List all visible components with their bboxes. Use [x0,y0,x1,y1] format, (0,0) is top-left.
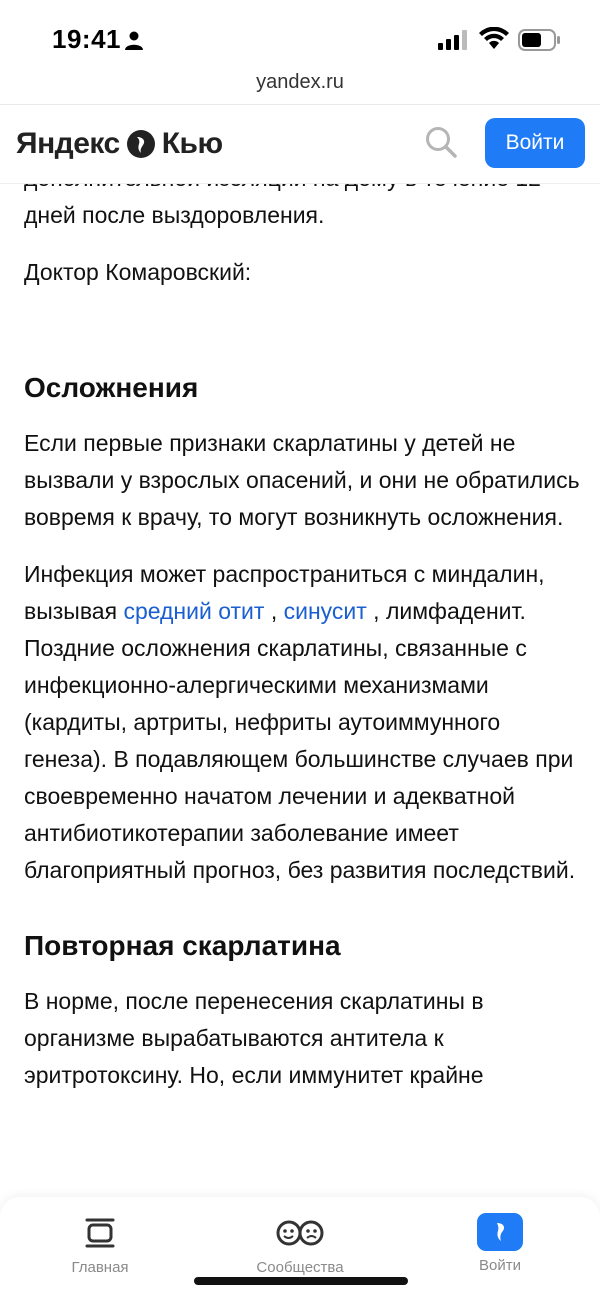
infection-text-rest: , лимфаденит. Поздние осложнения скарлатины, связанные с инфекционно-алергическими механизмами (кардиты, артриты, нефриты аутоиммунного генеза). В подавляющем большинстве случаев при своевременно начатом лечении и адекватной антибиотикотерапии заболевание имеет благоприятный прогноз, без развития последствий. [24,598,576,883]
infection-paragraph [24,556,580,889]
wifi-icon [479,27,509,51]
intro-paragraph: дней после выздоровления. [24,202,325,228]
otitis-link[interactable]: средний отит [123,598,265,624]
status-time: 19:41 [52,24,121,54]
q-logo-icon [477,1213,523,1251]
separator-comma: , [264,598,284,624]
person-icon [124,30,144,50]
repeat-paragraph: В норме, после перенесения скарлатины в организме вырабатываются антитела к эритротоксину. Но, если иммунитет крайне [24,988,484,1088]
doctor-paragraph: Доктор Комаровский: [24,259,252,285]
tab-home[interactable] [40,1213,160,1276]
home-feed-icon [80,1213,120,1253]
tab-communities[interactable] [240,1213,360,1276]
cellular-signal-icon [438,30,468,50]
sinusitis-link[interactable]: синусит [283,598,367,624]
tab-home-label: Главная [71,1259,129,1276]
article-body [24,160,580,1114]
tab-login-label: Войти [479,1257,521,1274]
search-icon[interactable] [424,125,458,159]
yandex-q-logo[interactable] [16,127,223,161]
logo-text-q: Кью [161,127,223,160]
home-indicator[interactable] [194,1277,408,1285]
repeat-scarlatina-heading: Повторная скарлатина [24,930,341,961]
battery-icon [518,29,560,51]
infection-text-start: Инфекция может распространиться с миндалин, вызывая [24,561,545,624]
login-button[interactable]: Войти [485,118,585,168]
address-bar-url[interactable]: yandex.ru [256,71,344,93]
communities-icon [275,1213,325,1253]
status-bar [0,0,600,72]
complications-heading: Осложнения [24,372,199,403]
tab-communities-label: Сообщества [256,1259,344,1276]
tab-login[interactable] [440,1213,560,1274]
logo-text-yandex: Яндекс [16,127,120,160]
logo-mark-icon [126,129,156,159]
complications-paragraph: Если первые признаки скарлатины у детей не вызвали у взрослых опасений, и они не обратились вовремя к врачу, то могут возникнуть осложнения. [24,430,580,530]
